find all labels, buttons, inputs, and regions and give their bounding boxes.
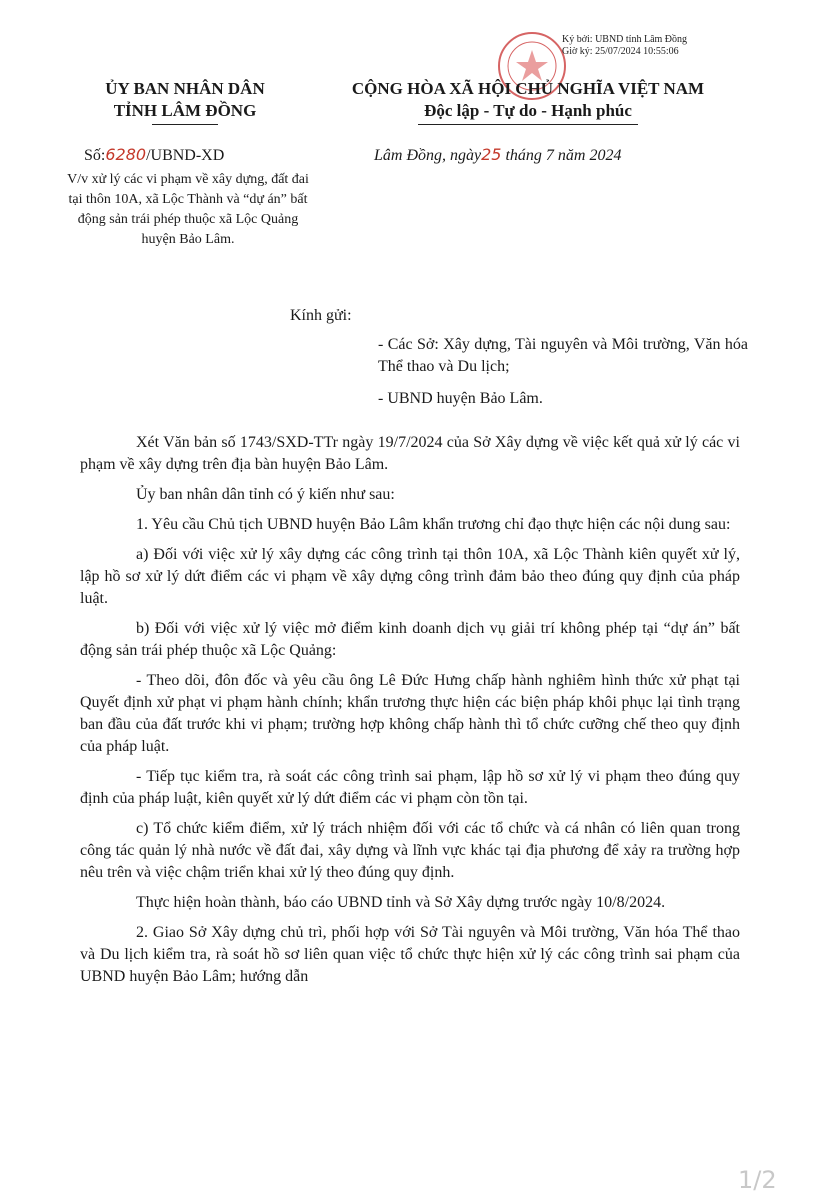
- recipient-list: [378, 334, 748, 420]
- page-indicator: 1/2: [738, 1166, 777, 1194]
- body-paragraph: Thực hiện hoàn thành, báo cáo UBND tỉnh và Sở Xây dựng trước ngày 10/8/2024.: [136, 894, 666, 911]
- national-header: [328, 78, 728, 122]
- number-suffix: /UBND-XD: [146, 147, 225, 164]
- agency-line-1: ỦY BAN NHÂN DÂN: [105, 79, 265, 98]
- document-body: [80, 432, 740, 996]
- agency-underline: [152, 124, 218, 125]
- signed-time: Giờ ký: 25/07/2024 10:55:06: [562, 46, 679, 57]
- body-paragraph: c) Tổ chức kiểm điểm, xử lý trách nhiệm đối với các tổ chức và cá nhân có liên quan trong công tác quản lý nhà nước về đất đai, xây dựng và lĩnh vực khác tại địa phương để xảy ra trường hợp nêu trên và việc chậm triển khai xử lý theo đúng quy định.: [80, 820, 740, 881]
- body-paragraph: - Tiếp tục kiểm tra, rà soát các công trình sai phạm, lập hồ sơ xử lý vi phạm theo đúng quy định của pháp luật, kiên quyết xử lý dứt điểm các vi phạm còn tồn tại.: [80, 768, 740, 807]
- signed-by: Ký bởi: UBND tỉnh Lâm Đồng: [562, 34, 688, 45]
- date-suffix: tháng 7 năm 2024: [501, 147, 622, 164]
- body-paragraph: 2. Giao Sở Xây dựng chủ trì, phối hợp với Sở Tài nguyên và Môi trường, Văn hóa Thể thao và Du lịch kiểm tra, rà soát hồ sơ liên quan việc tổ chức thực hiện xử lý các công trình sai phạm của UBND huyện Bảo Lâm; hướng dẫn: [80, 924, 740, 985]
- nation-motto: Độc lập - Tự do - Hạnh phúc: [424, 101, 632, 120]
- body-paragraph: - Theo dõi, đôn đốc và yêu cầu ông Lê Đức Hưng chấp hành nghiêm hình thức xử phạt tại Quyết định xử phạt vi phạm hành chính; khẩn trương thực hiện các biện pháp khôi phục lại tình trạng ban đầu của đất trước khi vi phạm; trường hợp không chấp hành thì tổ chức cưỡng chế theo quy định của pháp luật.: [80, 672, 740, 755]
- motto-underline: [418, 124, 638, 125]
- digital-signature-info: [562, 34, 687, 58]
- number-handwritten: 6280: [105, 145, 147, 164]
- document-date: [374, 145, 621, 166]
- issuing-agency: [60, 78, 310, 122]
- body-paragraph: Xét Văn bản số 1743/SXD-TTr ngày 19/7/2024 của Sở Xây dựng về việc kết quả xử lý các vi phạm về xây dựng trên địa bàn huyện Bảo Lâm.: [80, 434, 740, 473]
- recipient-item: - UBND huyện Bảo Lâm.: [378, 390, 543, 407]
- number-prefix: Số:: [84, 147, 106, 164]
- document-subject: V/v xử lý các vi phạm về xây dựng, đất đai tại thôn 10A, xã Lộc Thành và “dự án” bất động sản trái phép thuộc xã Lộc Quảng huyện Bảo Lâm.: [67, 172, 309, 247]
- body-paragraph: Ủy ban nhân dân tỉnh có ý kiến như sau:: [136, 486, 395, 503]
- body-paragraph: a) Đối với việc xử lý xây dựng các công trình tại thôn 10A, xã Lộc Thành kiên quyết xử lý, lập hồ sơ xử lý dứt điểm các vi phạm về xây dựng công trình đảm bảo theo đúng quy định của pháp luật.: [80, 546, 740, 607]
- agency-line-2: TỈNH LÂM ĐỒNG: [113, 101, 257, 120]
- document-number: [84, 145, 224, 166]
- salutation: Kính gửi:: [290, 307, 352, 324]
- date-prefix: Lâm Đồng, ngày: [374, 147, 482, 164]
- recipient-item: - Các Sở: Xây dựng, Tài nguyên và Môi trường, Văn hóa Thể thao và Du lịch;: [378, 336, 748, 375]
- nation-title: CỘNG HÒA XÃ HỘI CHỦ NGHĨA VIỆT NAM: [351, 79, 705, 98]
- body-paragraph: 1. Yêu cầu Chủ tịch UBND huyện Bảo Lâm khẩn trương chỉ đạo thực hiện các nội dung sau:: [136, 516, 731, 533]
- body-paragraph: b) Đối với việc xử lý việc mở điểm kinh doanh dịch vụ giải trí không phép tại “dự án” bất động sản trái phép thuộc xã Lộc Quảng:: [80, 620, 740, 659]
- date-day-handwritten: 25: [481, 145, 502, 164]
